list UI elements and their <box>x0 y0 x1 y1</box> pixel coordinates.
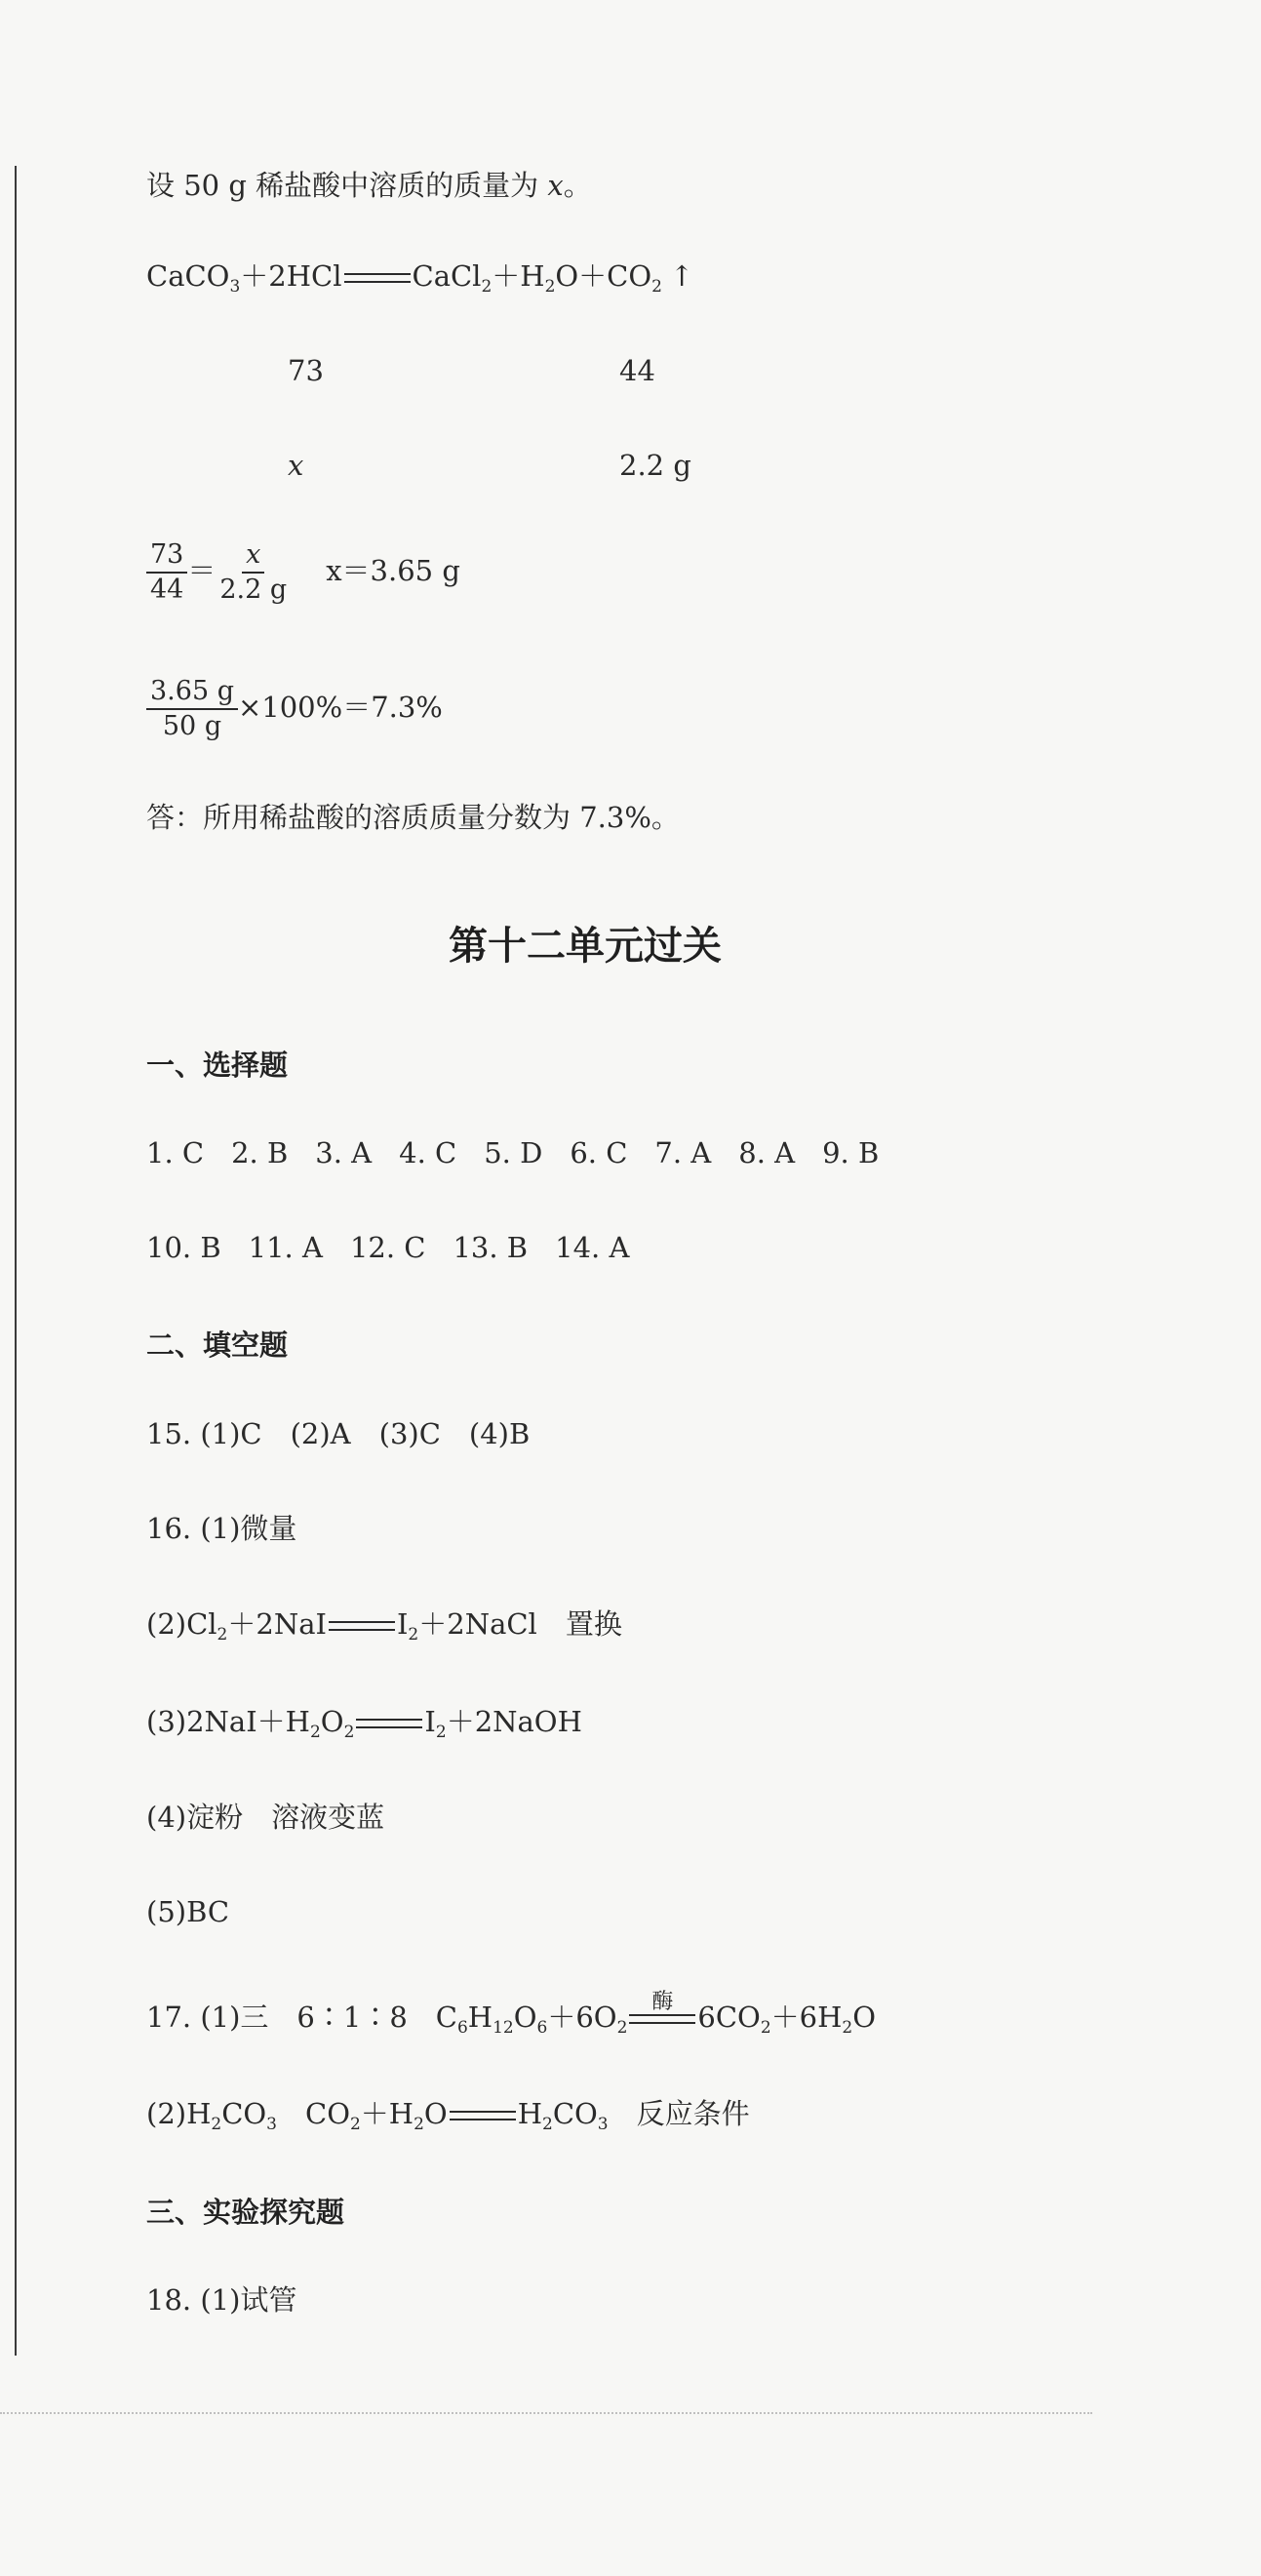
answer-item: 6. C <box>570 1136 628 1169</box>
proportion <box>146 538 460 607</box>
equals: ＝ <box>187 554 217 587</box>
let-end: 。 <box>563 169 592 202</box>
answer-item: 4. C <box>399 1136 457 1169</box>
fraction-den: 2.2 g <box>219 575 288 605</box>
eq-term: (3)2NaI＋H <box>146 1705 310 1738</box>
q16-part1: 16. (1)微量 <box>146 1512 297 1545</box>
section-fill: 二、填空题 <box>146 1328 289 1362</box>
answer-item: 14. A <box>555 1231 630 1264</box>
eq-term: O <box>423 2097 448 2130</box>
percent-fraction <box>146 675 238 743</box>
eq-subscript: 2 <box>435 1723 447 1742</box>
answer-item: 1. C <box>146 1136 205 1169</box>
eq-term: ＋2NaI <box>227 1607 327 1641</box>
answer-item: 8. A <box>738 1136 796 1169</box>
answer-item: 3. A <box>315 1136 373 1169</box>
q16-part3 <box>146 1702 582 1752</box>
answer-item: 13. B <box>453 1231 529 1264</box>
eq-subscript: 6 <box>456 2018 468 2038</box>
eq-term: CO <box>552 2097 598 2130</box>
eq-subscript: 2 <box>616 2018 628 2038</box>
fraction-den: 44 <box>150 575 184 605</box>
q17-part1 <box>146 1990 877 2047</box>
eq-term: O <box>852 2001 877 2034</box>
eq-term: CO <box>221 2097 267 2130</box>
eq-subscript: 2 <box>414 2115 424 2134</box>
q17-part2 <box>146 2094 750 2144</box>
eq-term: CO <box>277 2097 350 2130</box>
answer-item: 12. C <box>349 1231 426 1264</box>
ratio-row1-left: 73 <box>288 354 324 387</box>
eq-term: H <box>467 2001 493 2034</box>
eq-term: (2)H <box>146 2097 212 2130</box>
let-text: 设 50 g 稀盐酸中溶质的质量为 <box>146 169 548 202</box>
eq-term: ＋H <box>492 259 545 293</box>
equals-sign <box>450 2111 516 2120</box>
chemical-equation <box>146 257 693 306</box>
eq-subscript: 6 <box>536 2018 548 2038</box>
eq-subscript: 2 <box>211 2115 222 2134</box>
eq-term: H <box>517 2097 542 2130</box>
left-margin-rule <box>15 166 17 2356</box>
eq-subscript: 2 <box>760 2018 771 2038</box>
eq-term: ＋2NaCl 置换 <box>418 1607 622 1641</box>
let-statement <box>146 166 592 205</box>
equals-sign <box>329 1621 395 1631</box>
percent-calc <box>146 675 443 743</box>
ratio-row2-right: 2.2 g <box>619 449 691 482</box>
eq-term: ＋2HCl <box>240 259 342 293</box>
eq-term: CaCl <box>412 259 482 293</box>
choice-row-1 <box>146 1133 906 1172</box>
equals-sign <box>356 1719 422 1728</box>
eq-subscript: 2 <box>217 1625 228 1645</box>
fraction-1 <box>146 538 187 607</box>
fraction-num: 3.65 g <box>146 675 238 710</box>
eq-subscript: 2 <box>481 277 493 297</box>
q16-part2 <box>146 1605 622 1654</box>
q18: 18. (1)试管 <box>146 2283 297 2317</box>
ratio-row1-right: 44 <box>619 354 655 387</box>
answer-item: 5. D <box>484 1136 543 1169</box>
eq-term: I <box>396 1607 409 1641</box>
eq-term: (2)Cl <box>146 1607 217 1641</box>
fraction-2 <box>216 538 291 607</box>
gas-arrow-icon: ↑ <box>669 259 694 293</box>
eq-subscript: 2 <box>349 2115 361 2134</box>
eq-term: O <box>513 2001 537 2034</box>
eq-term: I <box>424 1705 436 1738</box>
fraction-num: 73 <box>146 538 187 574</box>
eq-term: ＋H <box>360 2097 414 2130</box>
let-variable: x <box>547 169 564 202</box>
eq-term: 17. (1)三 6∶1∶8 C <box>146 2001 457 2034</box>
eq-subscript: 2 <box>542 2115 553 2134</box>
fraction-num: x <box>242 538 264 574</box>
eq-subscript: 2 <box>544 277 556 297</box>
eq-subscript: 3 <box>597 2115 609 2134</box>
eq-subscript: 2 <box>309 1723 321 1742</box>
choice-row-2 <box>146 1228 656 1267</box>
eq-subscript: 2 <box>343 1723 355 1742</box>
eq-term: 反应条件 <box>608 2097 750 2130</box>
eq-term: ＋6O <box>547 2001 617 2034</box>
equals-sign <box>344 273 411 283</box>
answer-item: 9. B <box>822 1136 880 1169</box>
eq-subscript: 3 <box>266 2115 277 2134</box>
section-choice: 一、选择题 <box>146 1049 289 1082</box>
fraction-den: 50 g <box>162 711 222 741</box>
proportion-result: x＝3.65 g <box>326 554 460 587</box>
eq-term: O＋CO <box>555 259 652 293</box>
q16-part4: (4)淀粉 溶液变蓝 <box>146 1801 385 1834</box>
eq-term: O <box>320 1705 344 1738</box>
answer-item: 2. B <box>231 1136 289 1169</box>
eq-subscript: 12 <box>493 2018 514 2038</box>
bottom-dotted-rule <box>0 2412 1092 2414</box>
eq-term: ＋6H <box>770 2001 843 2034</box>
unit-title: 第十二单元过关 <box>449 924 722 969</box>
eq-subscript: 2 <box>842 2018 853 2038</box>
answer-item: 11. A <box>248 1231 323 1264</box>
eq-term: ＋2NaOH <box>446 1705 582 1738</box>
q15: 15. (1)C (2)A (3)C (4)B <box>146 1417 531 1450</box>
eq-term: 6CO <box>697 2001 761 2034</box>
q16-part5: (5)BC <box>146 1895 230 1928</box>
answer-item: 10. B <box>146 1231 221 1264</box>
eq-term: CaCO <box>146 259 230 293</box>
percent-rest: ×100%＝7.3% <box>237 691 443 724</box>
ratio-row2-left: x <box>288 449 304 482</box>
reaction-condition: 酶 <box>651 1990 674 2014</box>
answer-statement: 答：所用稀盐酸的溶质质量分数为 7.3%。 <box>146 801 680 834</box>
section-experiment: 三、实验探究题 <box>146 2196 345 2229</box>
answer-item: 7. A <box>654 1136 712 1169</box>
eq-subscript: 3 <box>229 277 241 297</box>
eq-subscript: 2 <box>408 1625 419 1645</box>
equals-sign-with-condition <box>629 1990 695 2024</box>
eq-subscript: 2 <box>651 277 662 297</box>
